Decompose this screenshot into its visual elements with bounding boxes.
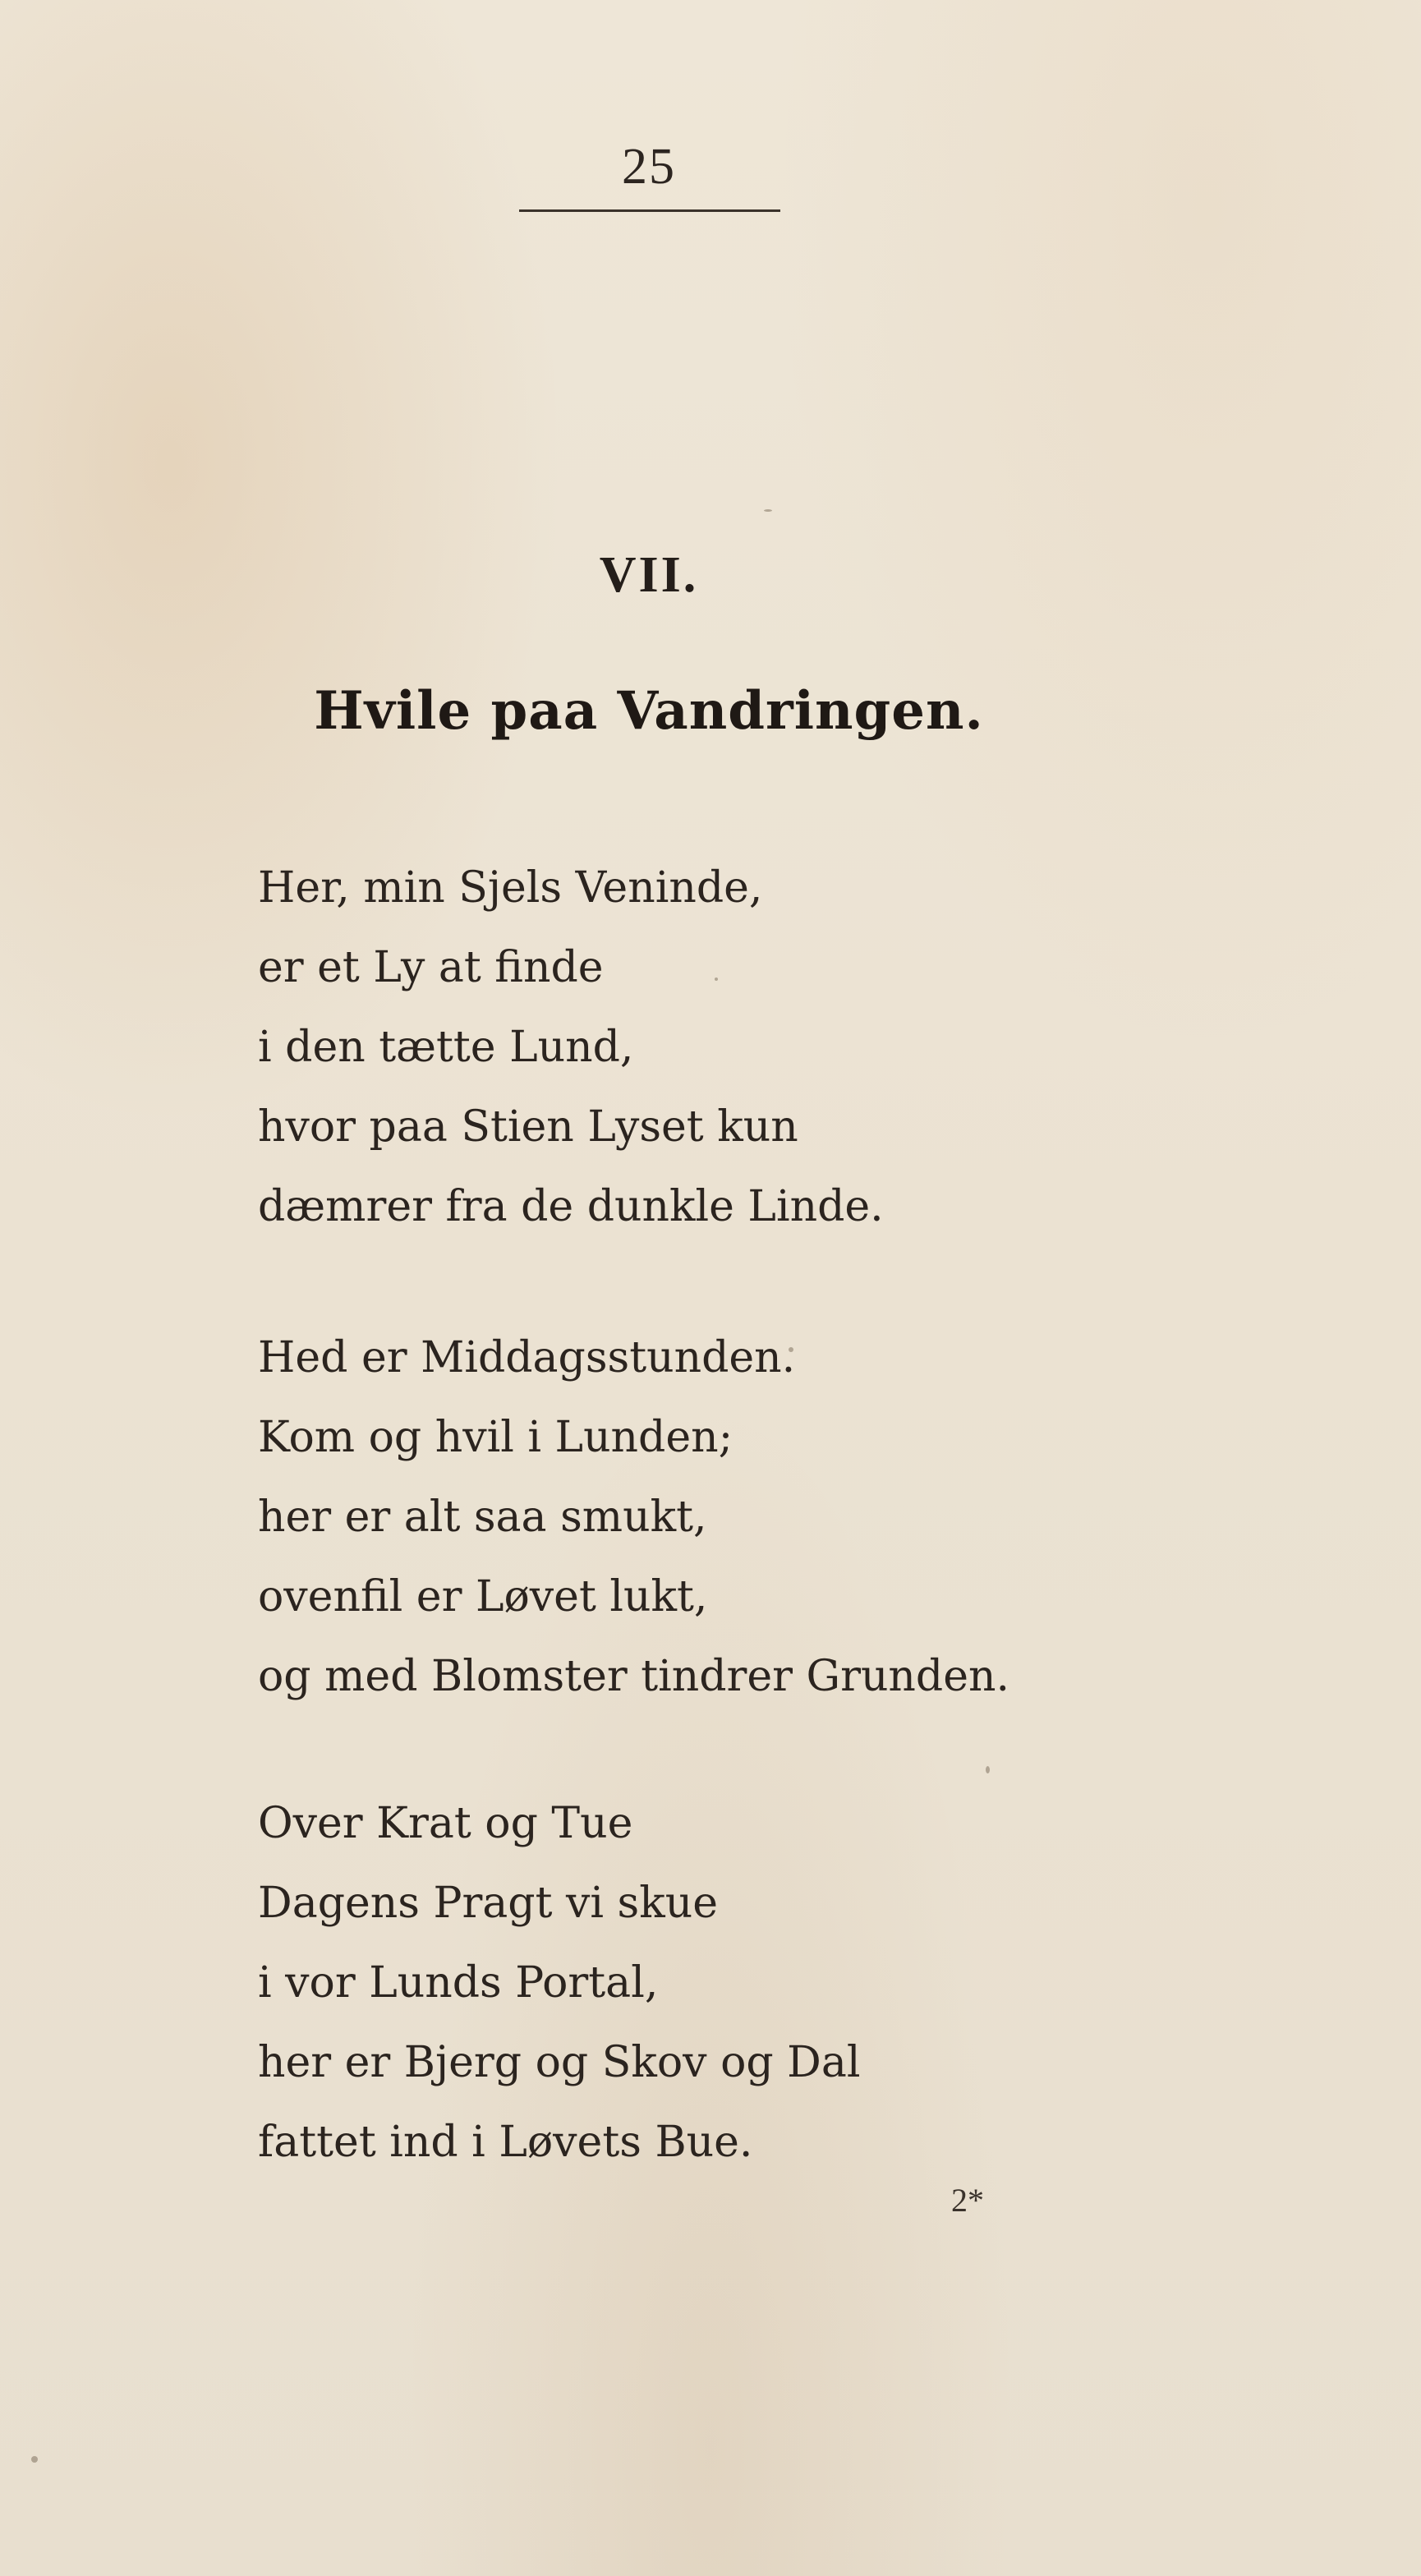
stanza-2 <box>258 1318 1079 1717</box>
verse-line: ovenfil er Løvet lukt, <box>258 1572 708 1622</box>
verse-line: i den tætte Lund, <box>258 1023 634 1072</box>
paper-speck <box>764 509 772 512</box>
verse-line: fattet ind i Løvets Bue. <box>258 2118 753 2167</box>
verse-line: Hed er Middagsstunden. <box>258 1333 796 1382</box>
signature-mark: 2* <box>951 2182 984 2219</box>
paper-speck <box>31 2456 38 2463</box>
chapter-number: VII. <box>599 547 699 603</box>
header-rule <box>519 209 780 212</box>
verse-line: Her, min Sjels Veninde, <box>258 863 763 913</box>
verse-line: her er alt saa smukt, <box>258 1493 707 1542</box>
verse-line: dæmrer fra de dunkle Linde. <box>258 1182 884 1231</box>
paper-speck <box>986 1766 990 1773</box>
verse-line: er et Ly at finde <box>258 943 604 992</box>
paper-speck <box>715 978 718 981</box>
paper-speck <box>789 1347 793 1352</box>
stanza-1 <box>258 849 1079 1247</box>
verse-line: i vor Lunds Portal, <box>258 1958 659 2008</box>
bleed-through-text <box>920 296 1347 378</box>
verse-line: og med Blomster tindrer Grunden. <box>258 1652 1010 1701</box>
page-number: 25 <box>622 139 676 195</box>
verse-line: her er Bjerg og Skov og Dal <box>258 2038 861 2087</box>
verse-line: Over Krat og Tue <box>258 1799 633 1848</box>
verse-line: Kom og hvil i Lunden; <box>258 1413 733 1462</box>
poem-title: Hvile paa Vandringen. <box>314 680 984 742</box>
stanza-3 <box>258 1784 1079 2183</box>
verse-line: Dagens Pragt vi skue <box>258 1879 719 1928</box>
verse-line: hvor paa Stien Lyset kun <box>258 1102 798 1152</box>
